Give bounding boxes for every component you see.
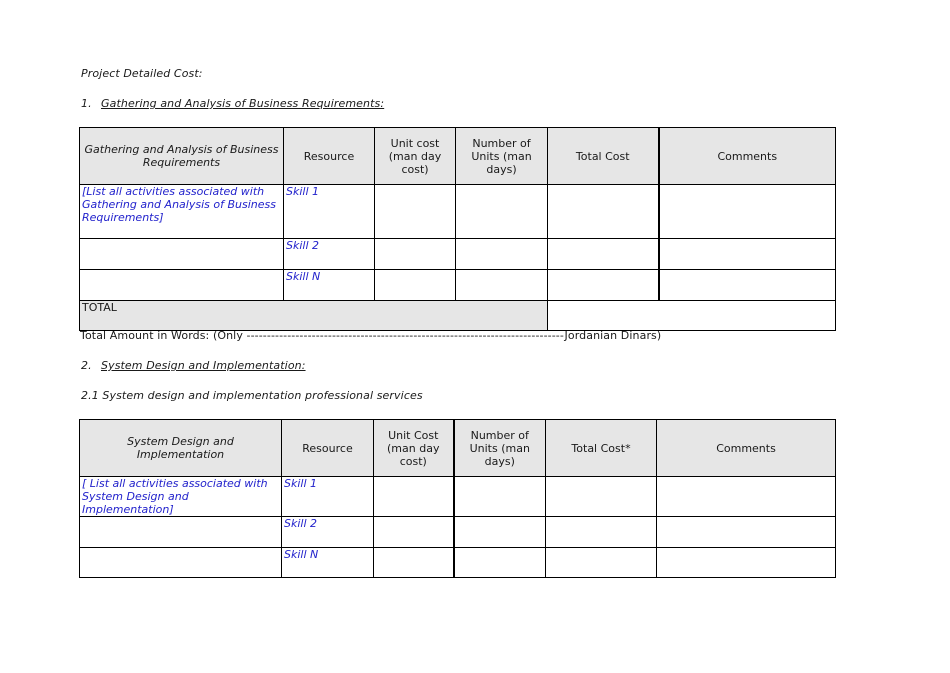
table-row xyxy=(80,185,836,239)
total-cost-cell[interactable] xyxy=(548,239,659,270)
comments-cell[interactable] xyxy=(657,477,836,517)
skill-cell[interactable]: Skill 1 xyxy=(282,477,374,517)
table-row xyxy=(80,548,836,578)
header-comments: Comments xyxy=(657,420,836,477)
header-unit-cost: Unit cost (man day cost) xyxy=(375,128,456,185)
units-cell[interactable] xyxy=(456,185,548,239)
units-cell[interactable] xyxy=(456,270,548,301)
amount-in-words: Total Amount in Words: (Only ------------------------------------------------------------------------------Jordanian Dinars) xyxy=(80,329,662,342)
table-header-row xyxy=(80,420,836,477)
activity-cell[interactable] xyxy=(80,517,282,548)
total-value-cell[interactable] xyxy=(548,301,836,331)
header-resource: Resource xyxy=(282,420,374,477)
units-cell[interactable] xyxy=(454,517,546,548)
comments-cell[interactable] xyxy=(659,270,836,301)
unit-cost-cell[interactable] xyxy=(375,239,456,270)
comments-cell[interactable] xyxy=(659,239,836,270)
total-cost-cell[interactable] xyxy=(548,185,659,239)
unit-cost-cell[interactable] xyxy=(374,517,454,548)
section1-title: Gathering and Analysis of Business Requirements: xyxy=(101,97,385,110)
header-number-of-units: Number of Units (man days) xyxy=(456,128,548,185)
header-total-cost: Total Cost xyxy=(548,128,659,185)
comments-cell[interactable] xyxy=(657,517,836,548)
activity-placeholder[interactable]: [List all activities associated with Gathering and Analysis of Business Requirements] xyxy=(80,185,284,239)
table-row xyxy=(80,517,836,548)
comments-cell[interactable] xyxy=(659,185,836,239)
header-resource: Resource xyxy=(284,128,375,185)
skill-cell[interactable]: Skill 1 xyxy=(284,185,375,239)
unit-cost-cell[interactable] xyxy=(375,185,456,239)
skill-cell[interactable]: Skill N xyxy=(282,548,374,578)
table-header-row xyxy=(80,128,836,185)
units-cell[interactable] xyxy=(456,239,548,270)
design-cost-table xyxy=(79,419,836,578)
activity-cell[interactable] xyxy=(80,270,284,301)
header-number-of-units: Number of Units (man days) xyxy=(454,420,546,477)
units-cell[interactable] xyxy=(454,548,546,578)
table-row xyxy=(80,270,836,301)
page-heading: Project Detailed Cost: xyxy=(81,67,203,80)
header-activity: System Design and Implementation xyxy=(80,420,282,477)
comments-cell[interactable] xyxy=(657,548,836,578)
header-total-cost: Total Cost* xyxy=(546,420,657,477)
table-row xyxy=(80,239,836,270)
section1-number: 1. xyxy=(81,97,92,110)
activity-cell[interactable] xyxy=(80,239,284,270)
header-unit-cost: Unit Cost (man day cost) xyxy=(374,420,454,477)
total-row xyxy=(80,301,836,331)
skill-cell[interactable]: Skill 2 xyxy=(282,517,374,548)
table-row xyxy=(80,477,836,517)
total-cost-cell[interactable] xyxy=(546,517,657,548)
unit-cost-cell[interactable] xyxy=(374,477,454,517)
header-activity: Gathering and Analysis of Business Requirements xyxy=(80,128,284,185)
units-cell[interactable] xyxy=(454,477,546,517)
gathering-cost-table xyxy=(79,127,836,331)
section2-title: System Design and Implementation: xyxy=(101,359,306,372)
activity-cell[interactable] xyxy=(80,548,282,578)
skill-cell[interactable]: Skill 2 xyxy=(284,239,375,270)
header-comments: Comments xyxy=(659,128,836,185)
section2-number: 2. xyxy=(81,359,92,372)
total-label: TOTAL xyxy=(80,301,548,331)
section2-subtitle: 2.1 System design and implementation professional services xyxy=(81,389,423,402)
activity-placeholder[interactable]: [ List all activities associated with System Design and Implementation] xyxy=(80,477,282,517)
unit-cost-cell[interactable] xyxy=(374,548,454,578)
total-cost-cell[interactable] xyxy=(546,477,657,517)
unit-cost-cell[interactable] xyxy=(375,270,456,301)
total-cost-cell[interactable] xyxy=(548,270,659,301)
skill-cell[interactable]: Skill N xyxy=(284,270,375,301)
total-cost-cell[interactable] xyxy=(546,548,657,578)
